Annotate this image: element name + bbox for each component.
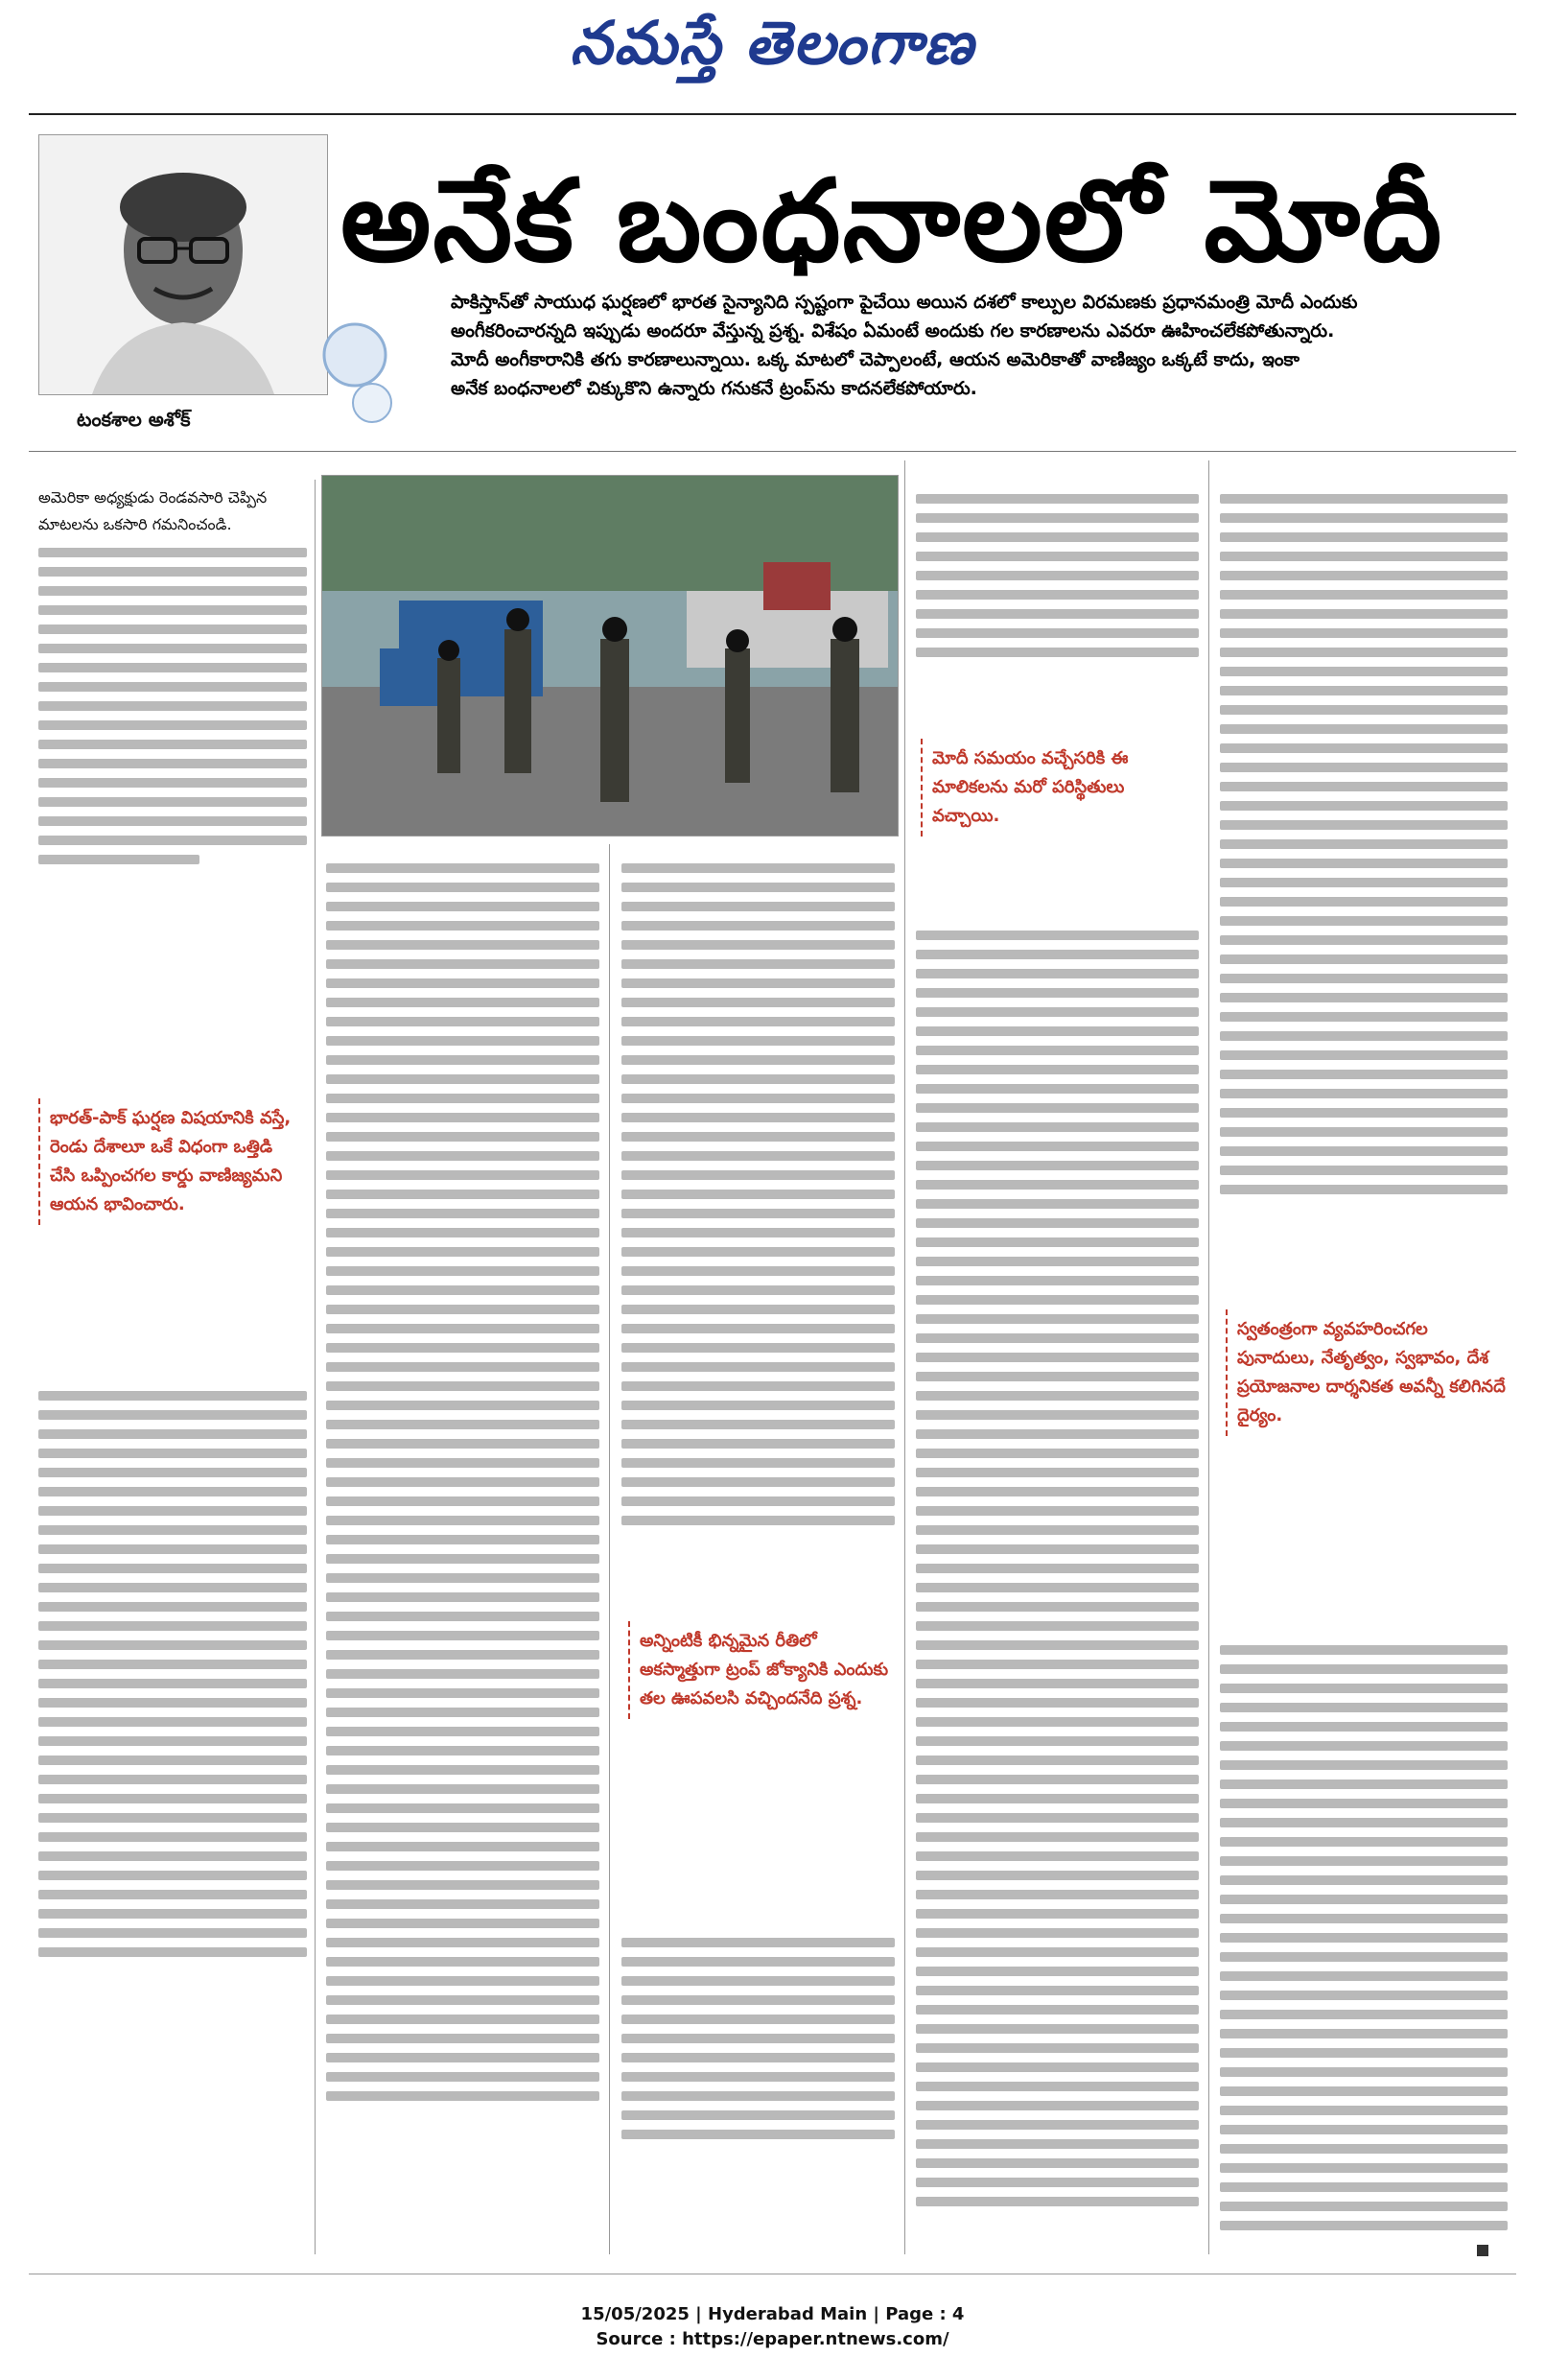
section-rule [29, 451, 1516, 452]
column-separator [1208, 460, 1209, 2254]
column-separator [609, 844, 610, 2254]
pull-quote-left: భారత్-పాక్ ఘర్షణ విషయానికి వస్తే, రెండు దేశాలూ ఒకే విధంగా ఒత్తిడి చేసి ఒప్పించగల కార్డు వాణిజ్యమని ఆయన భావించారు. [38, 1098, 309, 1225]
footer-date-edition: 15/05/2025 | Hyderabad Main | Page : 4 [580, 2304, 965, 2324]
pull-quote-mid-right: మోదీ సమయం వచ్చేసరికి ఈ మాలికలను మరో పరిస్థితులు వచ్చాయి. [921, 739, 1201, 837]
article-column-5 [1220, 484, 1508, 1204]
masthead-rule [29, 113, 1516, 115]
author-photo [38, 134, 328, 395]
masthead [0, 0, 1545, 106]
article-column-1 [38, 484, 307, 874]
pull-quote-right: స్వతంత్రంగా వ్యవహరించగల పునాదులు, నేతృత్వం, స్వభావం, దేశ ప్రయోజనాల దార్శనికత అవన్నీ కలిగినదే దైర్యం. [1226, 1309, 1515, 1436]
strap-line-3: మోదీ అంగీకారానికి తగు కారణాలున్నాయి. ఒక్క మాటలో చెప్పాలంటే, ఆయన అమెరికాతో వాణిజ్యం ఒక్కటే కాదు, ఇంకా [451, 349, 1300, 370]
column-separator [904, 460, 905, 2254]
strap-line-2: అంగీకరించారన్నది ఇప్పుడు అందరూ వేస్తున్న ప్రశ్న. విశేషం ఏమంటే అందుకు గల కారణాలను ఎవరూ ఊహించలేకపోతున్నారు. [451, 320, 1335, 342]
strap-line-1: పాకిస్తాన్‌తో సాయుధ ఘర్షణలో భారత సైన్యానిది స్పష్టంగా పైచేయి అయిన దశలో కాల్పుల విరమణకు ప్రధానమంత్రి మోదీ ఎందుకు [451, 292, 1358, 313]
page-footer [0, 2302, 1545, 2352]
article-column-2 [326, 854, 599, 2110]
article-column-4 [916, 484, 1199, 667]
author-byline: టంకశాల అశోక్ [77, 408, 191, 431]
article-column-3-continued [621, 1928, 895, 2149]
article-strap [451, 288, 1515, 403]
headline: అనేక బంధనాలలో మోదీ [340, 154, 1444, 287]
footer-source-link[interactable]: Source : https://epaper.ntnews.com/ [596, 2329, 949, 2349]
article-column-4-continued [916, 921, 1199, 2216]
pull-quote-center: అన్నింటికీ భిన్నమైన రీతిలో అకస్మాత్తుగా ట్రంప్ జోక్యానికి ఎందుకు తల ఊపవలసి వచ్చిందనేది ప్రశ్న. [628, 1621, 903, 1719]
opening-paragraph: అమెరికా అధ్యక్షుడు రెండవసారి చెప్పిన మాటలను ఒకసారి గమనించండి. [38, 488, 268, 533]
masthead-title: నమస్తే తెలంగాణ [570, 8, 975, 78]
column-separator [315, 480, 316, 2254]
article-column-3 [621, 854, 895, 1535]
article-end-mark [1477, 2245, 1488, 2256]
article-column-1-continued [38, 1381, 307, 1967]
article-column-5-continued [1220, 1636, 1508, 2240]
strap-line-4: అనేక బంధనాలలో చిక్కుకొని ఉన్నారు గనుకనే ట్రంప్‌ను కాదనలేకపోయారు. [451, 378, 977, 399]
decorative-bubbles [316, 317, 403, 436]
news-photo [321, 475, 899, 837]
